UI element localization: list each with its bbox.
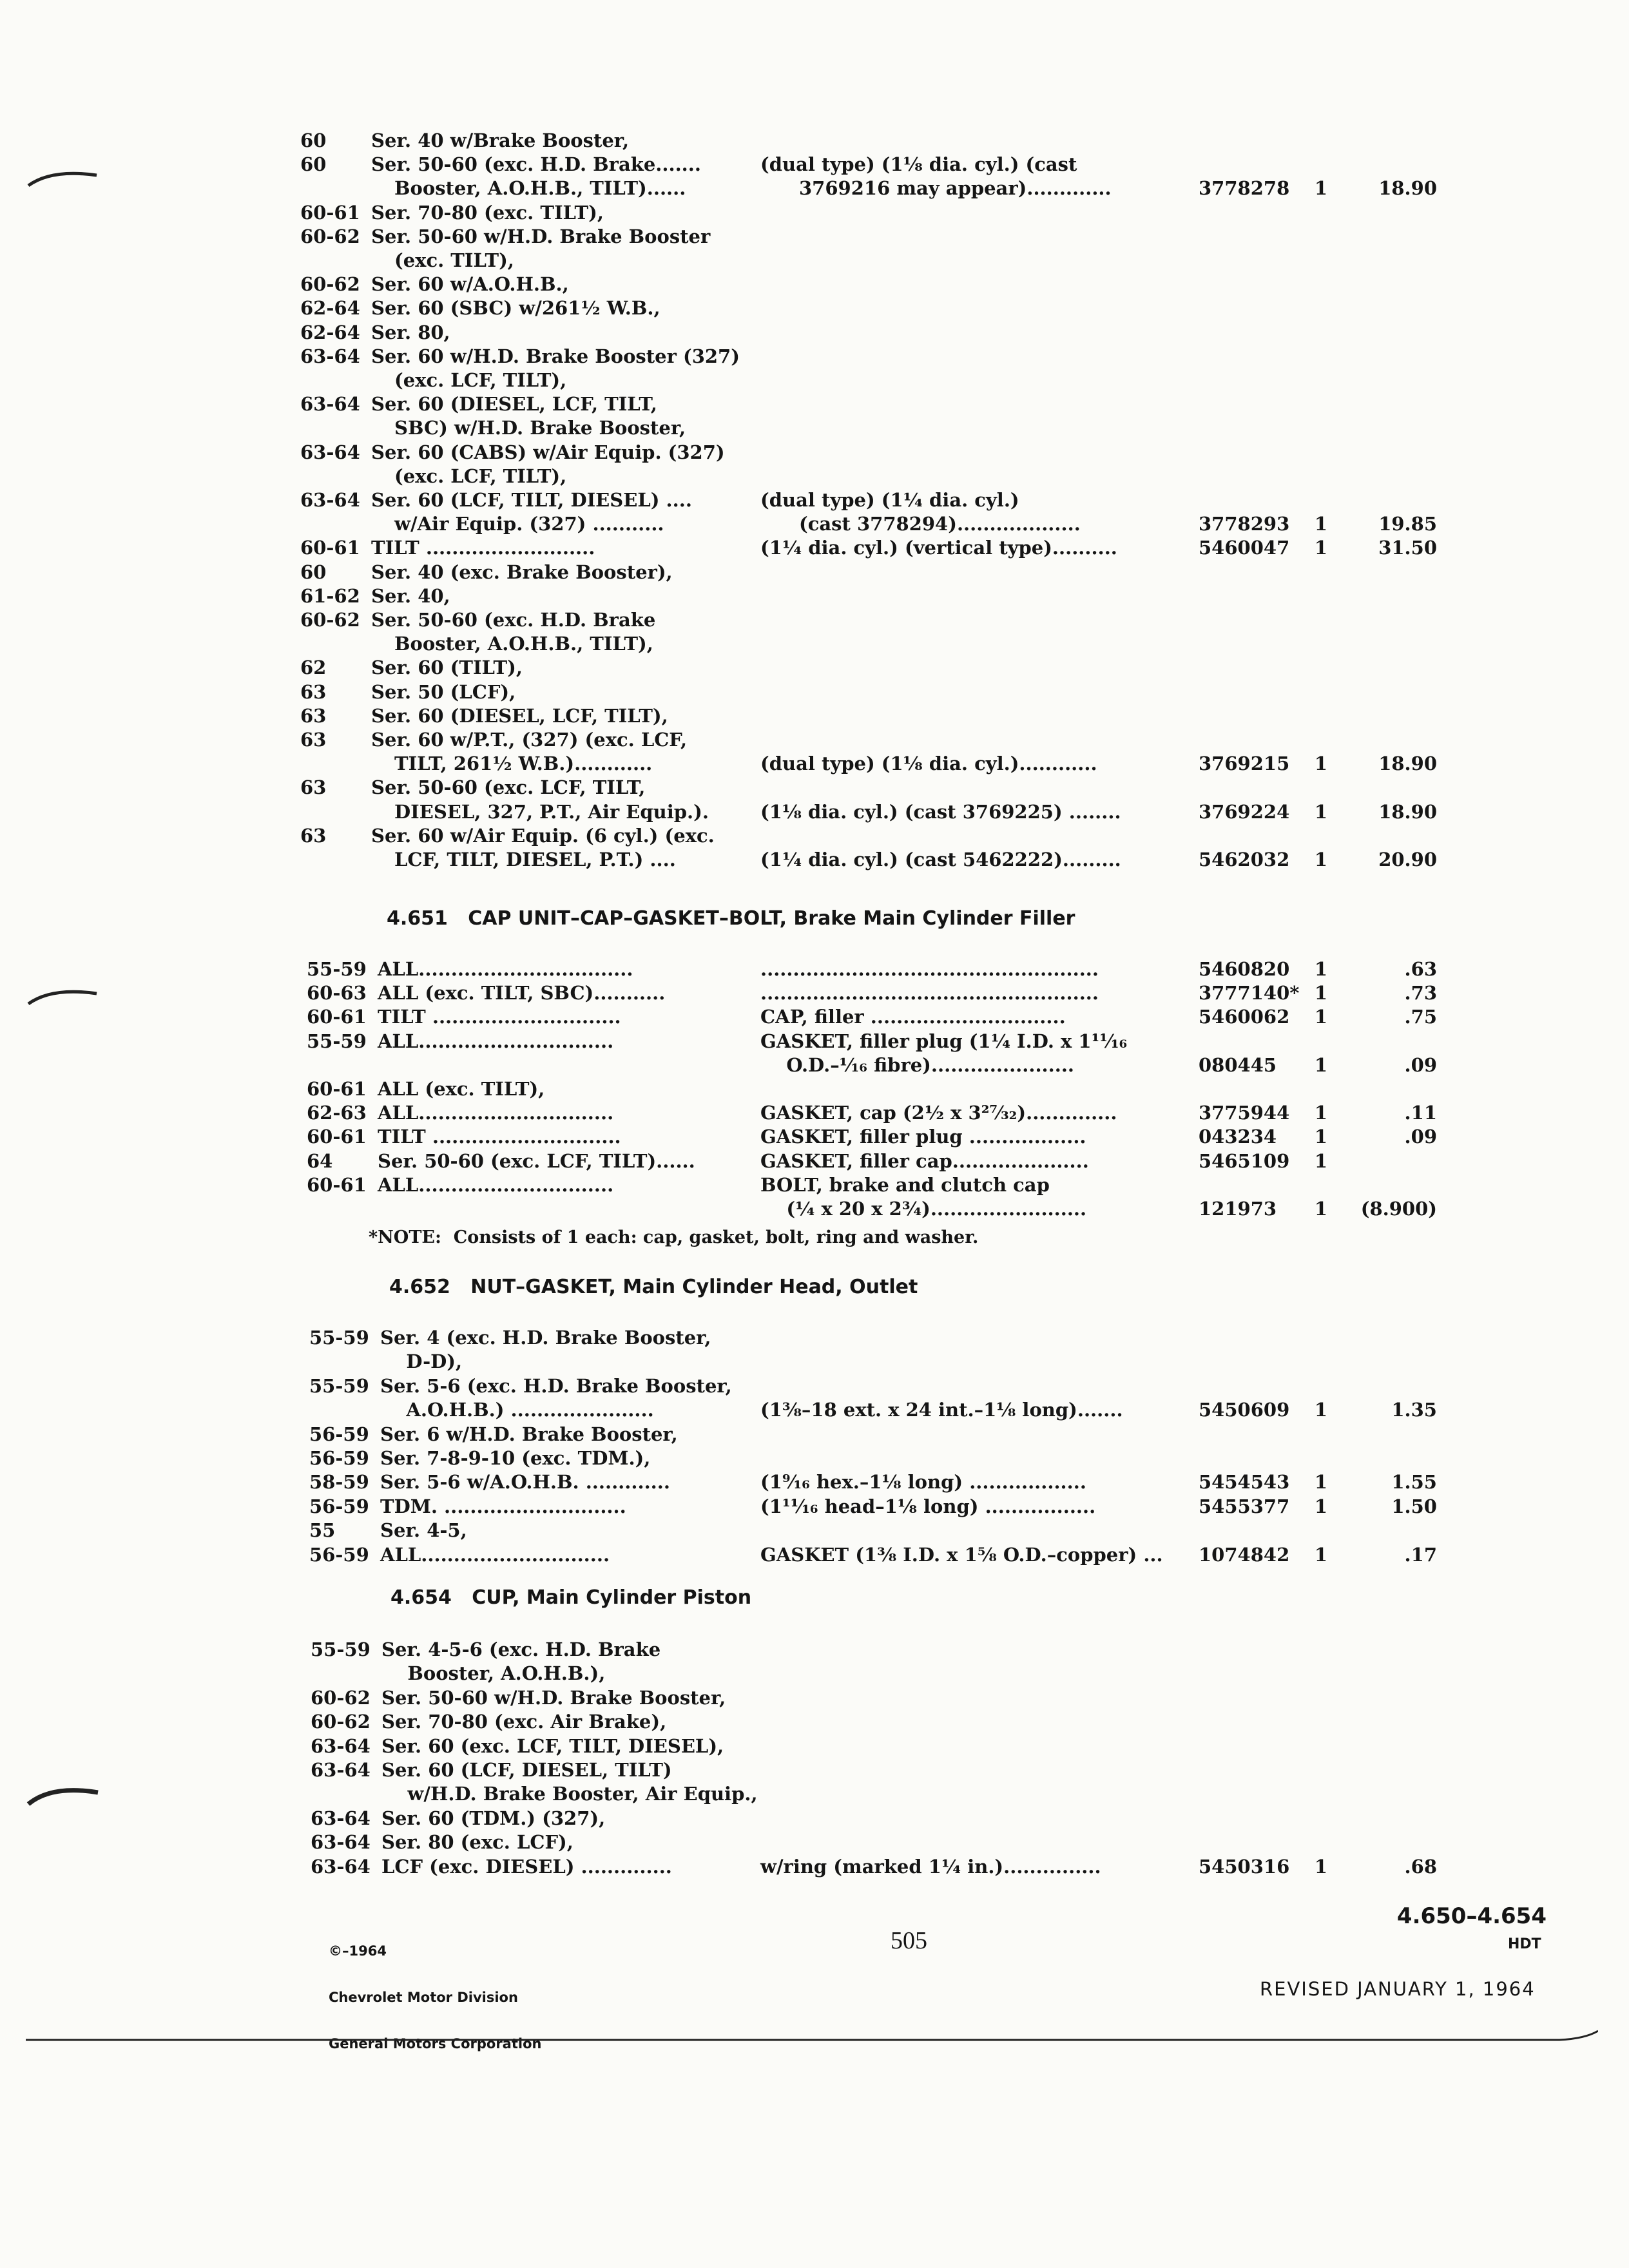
price: 31.50	[1378, 537, 1437, 559]
year-range: 63	[300, 776, 327, 799]
section-heading: 4.652 NUT–GASKET, Main Cylinder Head, Outlet	[389, 1276, 918, 1298]
application: Ser. 60 (TILT),	[371, 657, 523, 679]
application: Ser. 50-60 (exc. LCF, TILT)......	[378, 1149, 695, 1172]
year-range: 60-63	[307, 982, 367, 1004]
application: Ser. 60 (exc. LCF, TILT, DIESEL),	[381, 1735, 724, 1757]
year-range: 55	[309, 1519, 336, 1542]
description: (cast 3778294)...................	[799, 513, 1081, 535]
price: 1.50	[1391, 1495, 1437, 1517]
application: Booster, A.O.H.B.),	[381, 1662, 606, 1685]
quantity: 1	[1314, 1198, 1328, 1220]
application: Ser. 60 w/P.T., (327) (exc. LCF,	[371, 729, 688, 751]
part-number: 3775944	[1199, 1102, 1290, 1124]
part-number: 5454543	[1199, 1471, 1290, 1494]
application: Ser. 60 (LCF, DIESEL, TILT)	[381, 1759, 672, 1781]
description: (dual type) (1⅛ dia. cyl.)............	[760, 753, 1097, 775]
application: Ser. 80,	[371, 321, 450, 343]
price: .09	[1404, 1053, 1437, 1076]
year-range: 60-62	[300, 225, 360, 247]
application: ALL.............................	[380, 1543, 610, 1566]
application: SBC) w/H.D. Brake Booster,	[394, 417, 686, 439]
application: Ser. 50-60 (exc. LCF, TILT,	[371, 776, 646, 799]
year-range: 61-62	[300, 584, 360, 607]
part-number: 5460047	[1199, 537, 1290, 559]
price: 1.55	[1391, 1471, 1437, 1494]
application: Ser. 60 (TDM.) (327),	[381, 1807, 606, 1829]
quantity: 1	[1314, 537, 1328, 559]
quantity: 1	[1314, 1855, 1328, 1878]
application: w/Air Equip. (327) ...........	[394, 513, 664, 535]
copyright-line: ©–1964	[329, 1943, 387, 1959]
year-range: 60-61	[307, 1078, 367, 1100]
price: 20.90	[1378, 849, 1437, 870]
application: Ser. 4 (exc. H.D. Brake Booster,	[380, 1327, 711, 1349]
description: (¼ x 20 x 2¾)........................	[760, 1198, 1087, 1220]
year-range: 60-61	[300, 537, 360, 559]
year-range: 63	[300, 824, 327, 847]
application: TILT .............................	[378, 1006, 621, 1028]
quantity: 1	[1314, 177, 1328, 200]
application: LCF, TILT, DIESEL, P.T.) ....	[394, 849, 676, 870]
part-number: 043234	[1199, 1126, 1277, 1148]
application: Ser. 6 w/H.D. Brake Booster,	[380, 1423, 678, 1445]
application: Ser. 70-80 (exc. Air Brake),	[381, 1711, 667, 1733]
year-range: 62-64	[300, 297, 360, 320]
section-range: 4.650–4.654	[1396, 1903, 1547, 1929]
description: GASKET, filler plug ..................	[760, 1126, 1086, 1148]
part-number: 121973	[1199, 1198, 1277, 1220]
revision-date: REVISED JANUARY 1, 1964	[1260, 1978, 1536, 2000]
part-number: 3769215	[1199, 753, 1290, 775]
application: Ser. 40 w/Brake Booster,	[371, 130, 630, 151]
part-number: 5460062	[1199, 1006, 1290, 1028]
application: Ser. 40,	[371, 584, 450, 607]
application: LCF (exc. DIESEL) ..............	[381, 1855, 672, 1878]
part-number: 3777140*	[1199, 982, 1300, 1004]
application: Ser. 60 (LCF, TILT, DIESEL) ....	[371, 489, 692, 511]
quantity: 1	[1314, 849, 1328, 870]
application: Ser. 7-8-9-10 (exc. TDM.),	[380, 1447, 651, 1469]
year-range: 63-64	[300, 489, 360, 511]
application: TDM. ............................	[380, 1495, 626, 1517]
year-range: 62-64	[300, 321, 360, 343]
year-range: 63-64	[311, 1855, 371, 1878]
application: Ser. 50 (LCF),	[371, 680, 516, 703]
price: .75	[1404, 1006, 1437, 1028]
application: ALL..............................	[378, 1030, 614, 1052]
year-range: 60-61	[307, 1126, 367, 1148]
description: (dual type) (1¼ dia. cyl.)	[760, 489, 1019, 511]
price: .63	[1404, 958, 1437, 980]
application: TILT ..........................	[371, 537, 595, 559]
application: Ser. 60 w/Air Equip. (6 cyl.) (exc.	[371, 824, 715, 847]
part-number: 5450316	[1199, 1855, 1290, 1878]
price: 19.85	[1378, 513, 1437, 535]
price: 18.90	[1378, 177, 1437, 200]
description: BOLT, brake and clutch cap	[760, 1173, 1050, 1196]
price: .11	[1404, 1102, 1437, 1124]
description: (1⅜–18 ext. x 24 int.–1⅛ long).......	[760, 1399, 1123, 1421]
price: 1.35	[1391, 1399, 1437, 1421]
quantity: 1	[1314, 1102, 1328, 1124]
quantity: 1	[1314, 1399, 1328, 1421]
division-line: Chevrolet Motor Division	[329, 1990, 518, 2005]
quantity: 1	[1314, 958, 1328, 980]
corporation-line: General Motors Corporation	[329, 2036, 542, 2052]
application: (exc. TILT),	[394, 249, 514, 271]
year-range: 63	[300, 729, 327, 751]
year-range: 63-64	[300, 393, 360, 416]
year-range: 60-62	[300, 273, 360, 296]
application: Booster, A.O.H.B., TILT)......	[394, 177, 686, 200]
price: 18.90	[1378, 800, 1437, 823]
page-number: 505	[891, 1927, 927, 1954]
page-bottom-rule	[26, 2030, 1598, 2049]
application: Ser. 60 w/A.O.H.B.,	[371, 273, 569, 296]
quantity: 1	[1314, 1495, 1328, 1517]
scan-mark-top	[26, 161, 103, 193]
part-number: 5465109	[1199, 1149, 1290, 1172]
part-number: 5450609	[1199, 1399, 1290, 1421]
price: .09	[1404, 1126, 1437, 1148]
year-range: 63-64	[311, 1735, 371, 1757]
application: TILT .............................	[378, 1126, 621, 1148]
description: (1¼ dia. cyl.) (cast 5462222).........	[760, 849, 1121, 870]
year-range: 58-59	[309, 1471, 369, 1494]
part-number: 5462032	[1199, 849, 1290, 870]
quantity: 1	[1314, 513, 1328, 535]
quantity: 1	[1314, 1543, 1328, 1566]
application: ALL (exc. TILT, SBC)...........	[378, 982, 666, 1004]
section-heading: 4.654 CUP, Main Cylinder Piston	[390, 1586, 752, 1609]
price: 18.90	[1378, 753, 1437, 775]
scan-mark-bottom	[26, 1778, 103, 1811]
quantity: 1	[1314, 1149, 1328, 1172]
description: 3769216 may appear).............	[799, 177, 1112, 200]
quantity: 1	[1314, 982, 1328, 1004]
catalog-code: HDT	[1508, 1936, 1541, 1952]
application: Booster, A.O.H.B., TILT),	[394, 633, 653, 655]
quantity: 1	[1314, 1053, 1328, 1076]
price: .17	[1404, 1543, 1437, 1566]
application: Ser. 60 (SBC) w/261½ W.B.,	[371, 297, 660, 320]
part-number: 5460820	[1199, 958, 1290, 980]
quantity: 1	[1314, 753, 1328, 775]
part-number: 3769224	[1199, 800, 1290, 823]
application: Ser. 80 (exc. LCF),	[381, 1831, 574, 1854]
application: DIESEL, 327, P.T., Air Equip.).	[394, 800, 709, 823]
description: (1¹¹⁄₁₆ head–1⅛ long) .................	[760, 1495, 1096, 1517]
year-range: 60	[300, 130, 327, 151]
part-number: 1074842	[1199, 1543, 1290, 1566]
price: (8.900)	[1360, 1198, 1437, 1220]
description: ....................................................	[760, 958, 1099, 980]
description: GASKET (1⅜ I.D. x 1⅝ O.D.–copper) ...	[760, 1543, 1163, 1566]
year-range: 63-64	[311, 1831, 371, 1854]
description: (dual type) (1⅛ dia. cyl.) (cast	[760, 153, 1077, 176]
price: .73	[1404, 982, 1437, 1004]
description: (1⁹⁄₁₆ hex.–1⅛ long) ..................	[760, 1471, 1086, 1494]
year-range: 62	[300, 657, 327, 679]
price: .68	[1404, 1855, 1437, 1878]
year-range: 55-59	[309, 1374, 369, 1397]
application: Ser. 60 (CABS) w/Air Equip. (327)	[371, 441, 725, 463]
application: TILT, 261½ W.B.)............	[394, 753, 653, 775]
application: Ser. 50-60 (exc. H.D. Brake.......	[371, 153, 701, 176]
year-range: 55-59	[307, 1030, 367, 1052]
application: Ser. 50-60 w/H.D. Brake Booster	[371, 225, 711, 247]
section-heading: 4.651 CAP UNIT–CAP–GASKET–BOLT, Brake Main Cylinder Filler	[387, 907, 1075, 930]
application: D-D),	[380, 1350, 463, 1373]
part-number: 5455377	[1199, 1495, 1290, 1517]
part-number: 3778293	[1199, 513, 1290, 535]
year-range: 63-64	[300, 345, 360, 367]
quantity: 1	[1314, 800, 1328, 823]
part-number: 080445	[1199, 1053, 1277, 1076]
description: (1¼ dia. cyl.) (vertical type)..........	[760, 537, 1117, 559]
year-range: 63-64	[311, 1759, 371, 1781]
year-range: 56-59	[309, 1447, 369, 1469]
application: Ser. 40 (exc. Brake Booster),	[371, 561, 673, 583]
application: Ser. 50-60 (exc. H.D. Brake	[371, 609, 656, 631]
description: GASKET, cap (2½ x 3²⁷⁄₃₂)..............	[760, 1102, 1117, 1124]
application: Ser. 60 w/H.D. Brake Booster (327)	[371, 345, 740, 367]
quantity: 1	[1314, 1471, 1328, 1494]
description: ....................................................	[760, 982, 1099, 1004]
year-range: 55-59	[307, 958, 367, 980]
year-range: 63-64	[300, 441, 360, 463]
application: ALL (exc. TILT),	[378, 1078, 545, 1100]
description: w/ring (marked 1¼ in.)...............	[760, 1855, 1101, 1878]
description: GASKET, filler cap.....................	[760, 1149, 1089, 1172]
application: Ser. 70-80 (exc. TILT),	[371, 201, 604, 224]
description: (1⅛ dia. cyl.) (cast 3769225) ........	[760, 800, 1121, 823]
year-range: 60-62	[311, 1711, 371, 1733]
year-range: 56-59	[309, 1423, 369, 1445]
application: Ser. 5-6 w/A.O.H.B. .............	[380, 1471, 670, 1494]
year-range: 60	[300, 153, 327, 176]
description: CAP, filler ..............................	[760, 1006, 1066, 1028]
application: Ser. 60 (DIESEL, LCF, TILT),	[371, 704, 668, 727]
year-range: 60	[300, 561, 327, 583]
application: Ser. 4-5-6 (exc. H.D. Brake	[381, 1639, 661, 1660]
application: w/H.D. Brake Booster, Air Equip.,	[381, 1783, 758, 1805]
year-range: 55-59	[309, 1327, 369, 1349]
application: (exc. LCF, TILT),	[394, 369, 567, 391]
year-range: 62-63	[307, 1102, 367, 1124]
year-range: 60-62	[311, 1686, 371, 1709]
year-range: 56-59	[309, 1495, 369, 1517]
application: ALL.................................	[378, 958, 633, 980]
scan-mark-middle	[26, 979, 103, 1012]
description: GASKET, filler plug (1¼ I.D. x 1¹¹⁄₁₆	[760, 1030, 1128, 1052]
year-range: 56-59	[309, 1543, 369, 1566]
application: ALL..............................	[378, 1173, 614, 1196]
year-range: 60-61	[307, 1173, 367, 1196]
quantity: 1	[1314, 1126, 1328, 1148]
year-range: 63-64	[311, 1807, 371, 1829]
application: Ser. 50-60 w/H.D. Brake Booster,	[381, 1686, 726, 1709]
application: ALL..............................	[378, 1102, 614, 1124]
application: Ser. 4-5,	[380, 1519, 467, 1542]
year-range: 60-62	[300, 609, 360, 631]
year-range: 55-59	[311, 1639, 371, 1660]
application: (exc. LCF, TILT),	[394, 465, 567, 487]
year-range: 64	[307, 1149, 333, 1172]
application: A.O.H.B.) ......................	[380, 1399, 654, 1421]
application: Ser. 60 (DIESEL, LCF, TILT,	[371, 393, 657, 416]
quantity: 1	[1314, 1006, 1328, 1028]
part-number: 3778278	[1199, 177, 1290, 200]
footnote: *NOTE: Consists of 1 each: cap, gasket, bolt, ring and washer.	[369, 1227, 979, 1247]
year-range: 60-61	[300, 201, 360, 224]
year-range: 63	[300, 704, 327, 727]
description: O.D.–⅟₁₆ fibre)......................	[760, 1053, 1075, 1076]
year-range: 60-61	[307, 1006, 367, 1028]
year-range: 63	[300, 680, 327, 703]
application: Ser. 5-6 (exc. H.D. Brake Booster,	[380, 1374, 732, 1397]
